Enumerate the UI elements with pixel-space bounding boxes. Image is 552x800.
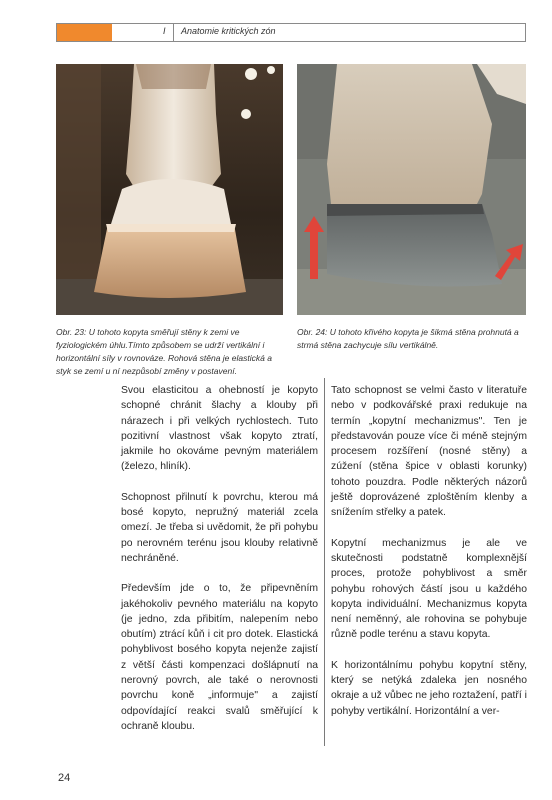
column-divider — [324, 378, 325, 746]
running-header — [56, 23, 526, 42]
paragraph: Svou elasticitou a ohebností je kopyto schopné chránit šlachy a klouby při nárazech i při velkých rychlostech. Tuto pozitivní vlastnost však kopyto ztratí, jakmile ho okováme pevným materiálem (železo, hliník). — [121, 385, 318, 473]
figure-24-caption: Obr. 24: U tohoto křivého kopyta je šikmá stěna prohnutá a strmá stěna zachycuje sílu vertikálně. — [297, 327, 519, 350]
hoof-side-view-image — [297, 64, 526, 315]
paragraph: Především jde o to, že připevněním jakéhokoliv pevného materiálu na kopyto (je jedno, zda přibitím, nalepením nebo obutím) ztrácí kůň i cit pro dotek. Elastická pohyblivost bosého kopyta nejenže zajistí z větší části kompenzaci došlápnutí na nerovný povrch, ale také o nerovnosti povrchu koně „informuje" a zajistí odpovídající reakci svalů směřující k ochraně kloubu. — [121, 583, 318, 732]
hoof-front-view-image — [56, 64, 283, 315]
paragraph: Kopytní mechanizmus je ale ve skutečnosti podstatně komplexnější proces, protože pohyblivost a směr pohybu rohových částí jsou u každého kopyta individuální. Mechanizmus kopyta není neměnný, ale rohovina se pohybuje různě podle terénu a stavu kopyta. — [331, 537, 527, 641]
paragraph: Schopnost přilnutí k povrchu, kterou má bosé kopyto, nepružný materiál zcela omezí. Je třeba si uvědomit, že při pohybu po nerovném terénu jsou klouby relativně nechráněné. — [121, 491, 318, 564]
paragraph: Tato schopnost se velmi často v literatuře nebo v podkovářské praxi redukuje na termín „kopytní mechanizmus". Ten je představován pouze více či méně stejným procesem rozšíření (nosné stěny) a zúžení (stěna špice v oblasti korunky) tohoto pouzdra. Podle některých názorů ještě doprovázené zploštěním klenby a snížením střelky a patek. — [331, 385, 527, 519]
figure-24-photo — [297, 64, 526, 315]
chapter-color-tab — [57, 24, 112, 41]
figure-23-photo — [56, 64, 283, 315]
header-divider — [173, 24, 174, 41]
figure-23-caption: Obr. 23: U tohoto kopyta směřují stěny k zemi ve fyziologickém úhlu.Tímto způsobem se udrží vertikální i horizontální síly v rovnováze. Rohová stěna je elastická a styk se zemí u ní nezpůsobí změny v postavení. — [56, 327, 272, 376]
text-column-left — [121, 383, 318, 749]
page-number: 24 — [58, 772, 71, 784]
text-column-right — [331, 383, 527, 734]
chapter-number: I — [163, 26, 166, 36]
paragraph: K horizontálnímu pohybu kopytní stěny, který se netýká zdaleka jen nosného okraje a už vůbec ne jeho roztažení, patří i pohyby vertikální. Horizontální a ver- — [331, 659, 527, 717]
chapter-title: Anatomie kritických zón — [181, 26, 276, 36]
